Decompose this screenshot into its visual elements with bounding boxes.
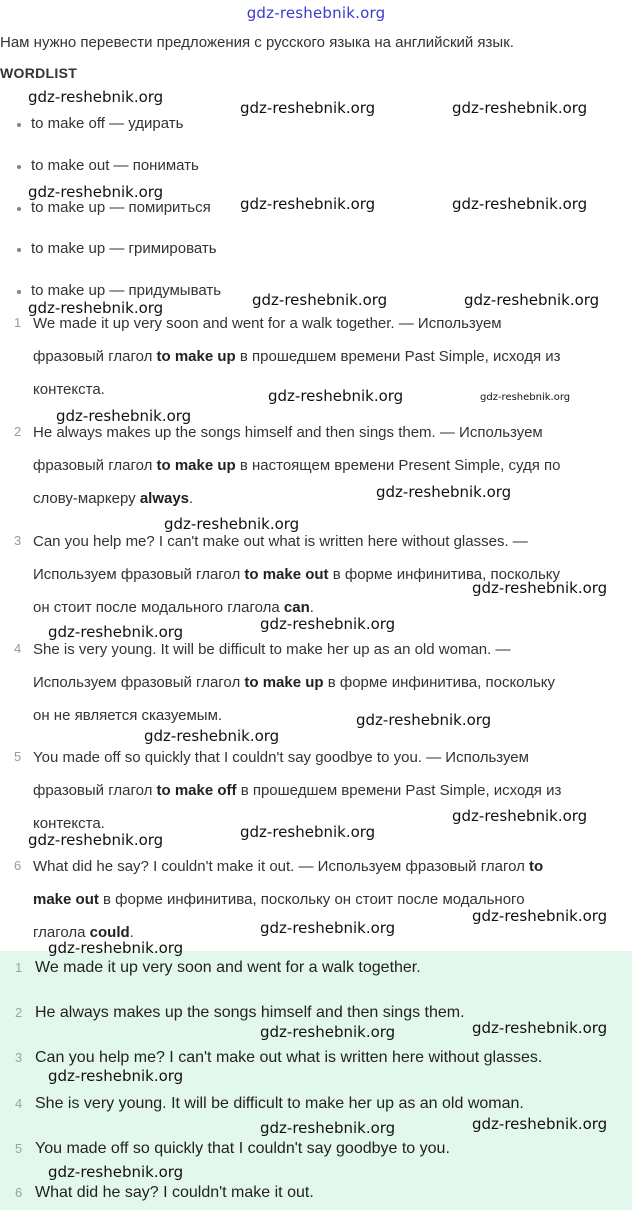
site-header-link[interactable]: gdz-reshebnik.org [246, 4, 386, 22]
explanation-number: 5 [14, 749, 22, 764]
intro-text: Нам нужно перевести предложения с русского языка на английский язык. [0, 34, 514, 51]
watermark: gdz-reshebnik.org [356, 711, 492, 729]
watermark: gdz-reshebnik.org [376, 483, 512, 501]
watermark: gdz-reshebnik.org [472, 1019, 608, 1037]
bullet-icon [17, 290, 21, 294]
answers-panel: 1 We made it up very soon and went for a walk together. 2 He always makes up the songs himself and then sings them. 3 Can you help me? I can't make out what is written here without glasses. 4 She is very young. It will be difficult to make her up as an old woman. 5 You made off so quickly that I couldn't say goodbye to you. 6 What did he say? I couldn't make it out. [0, 951, 632, 1210]
explanation-number: 3 [14, 533, 22, 548]
wordlist-item: to make out — понимать [17, 157, 199, 174]
watermark: gdz-reshebnik.org [144, 727, 280, 745]
watermark: gdz-reshebnik.org [48, 939, 184, 957]
wordlist-item: to make off — удирать [17, 115, 183, 132]
watermark: gdz-reshebnik.org [452, 807, 588, 825]
wordlist-title: WORDLIST [0, 65, 78, 81]
watermark: gdz-reshebnik.org [452, 195, 588, 213]
explanation-number: 1 [14, 315, 22, 330]
watermark: gdz-reshebnik.org [28, 299, 164, 317]
watermark: gdz-reshebnik.org [464, 291, 600, 309]
bullet-icon [17, 248, 21, 252]
answer-number: 5 [15, 1141, 23, 1156]
watermark: gdz-reshebnik.org [472, 1115, 608, 1133]
answer-number: 6 [15, 1185, 23, 1200]
wordlist-item: to make up — гримировать [17, 240, 217, 257]
wordlist-item: to make up — помириться [17, 199, 211, 216]
watermark: gdz-reshebnik.org [472, 579, 608, 597]
watermark: gdz-reshebnik.org [268, 387, 404, 405]
watermark: gdz-reshebnik.org [240, 99, 376, 117]
watermark: gdz-reshebnik.org [48, 1163, 184, 1181]
watermark: gdz-reshebnik.org [56, 407, 192, 425]
answer-number: 4 [15, 1096, 23, 1111]
bullet-icon [17, 165, 21, 169]
watermark: gdz-reshebnik.org [28, 183, 164, 201]
explanation-number: 2 [14, 424, 22, 439]
watermark: gdz-reshebnik.org [452, 99, 588, 117]
answer-number: 3 [15, 1050, 23, 1065]
watermark: gdz-reshebnik.org [48, 1067, 184, 1085]
wordlist-item: to make up — придумывать [17, 282, 221, 299]
bullet-icon [17, 123, 21, 127]
explanation-number: 6 [14, 858, 22, 873]
watermark: gdz-reshebnik.org [260, 1119, 396, 1137]
watermark: gdz-reshebnik.org [48, 623, 184, 641]
watermark: gdz-reshebnik.org [260, 615, 396, 633]
watermark: gdz-reshebnik.org [28, 831, 164, 849]
watermark: gdz-reshebnik.org [260, 1023, 396, 1041]
watermark: gdz-reshebnik.org [480, 392, 571, 403]
answer-number: 1 [15, 960, 23, 975]
answer-number: 2 [15, 1005, 23, 1020]
explanation-number: 4 [14, 641, 22, 656]
bullet-icon [17, 207, 21, 211]
watermark: gdz-reshebnik.org [240, 195, 376, 213]
watermark: gdz-reshebnik.org [472, 907, 608, 925]
watermark: gdz-reshebnik.org [28, 88, 164, 106]
watermark: gdz-reshebnik.org [252, 291, 388, 309]
watermark: gdz-reshebnik.org [240, 823, 376, 841]
watermark: gdz-reshebnik.org [260, 919, 396, 937]
watermark: gdz-reshebnik.org [164, 515, 300, 533]
